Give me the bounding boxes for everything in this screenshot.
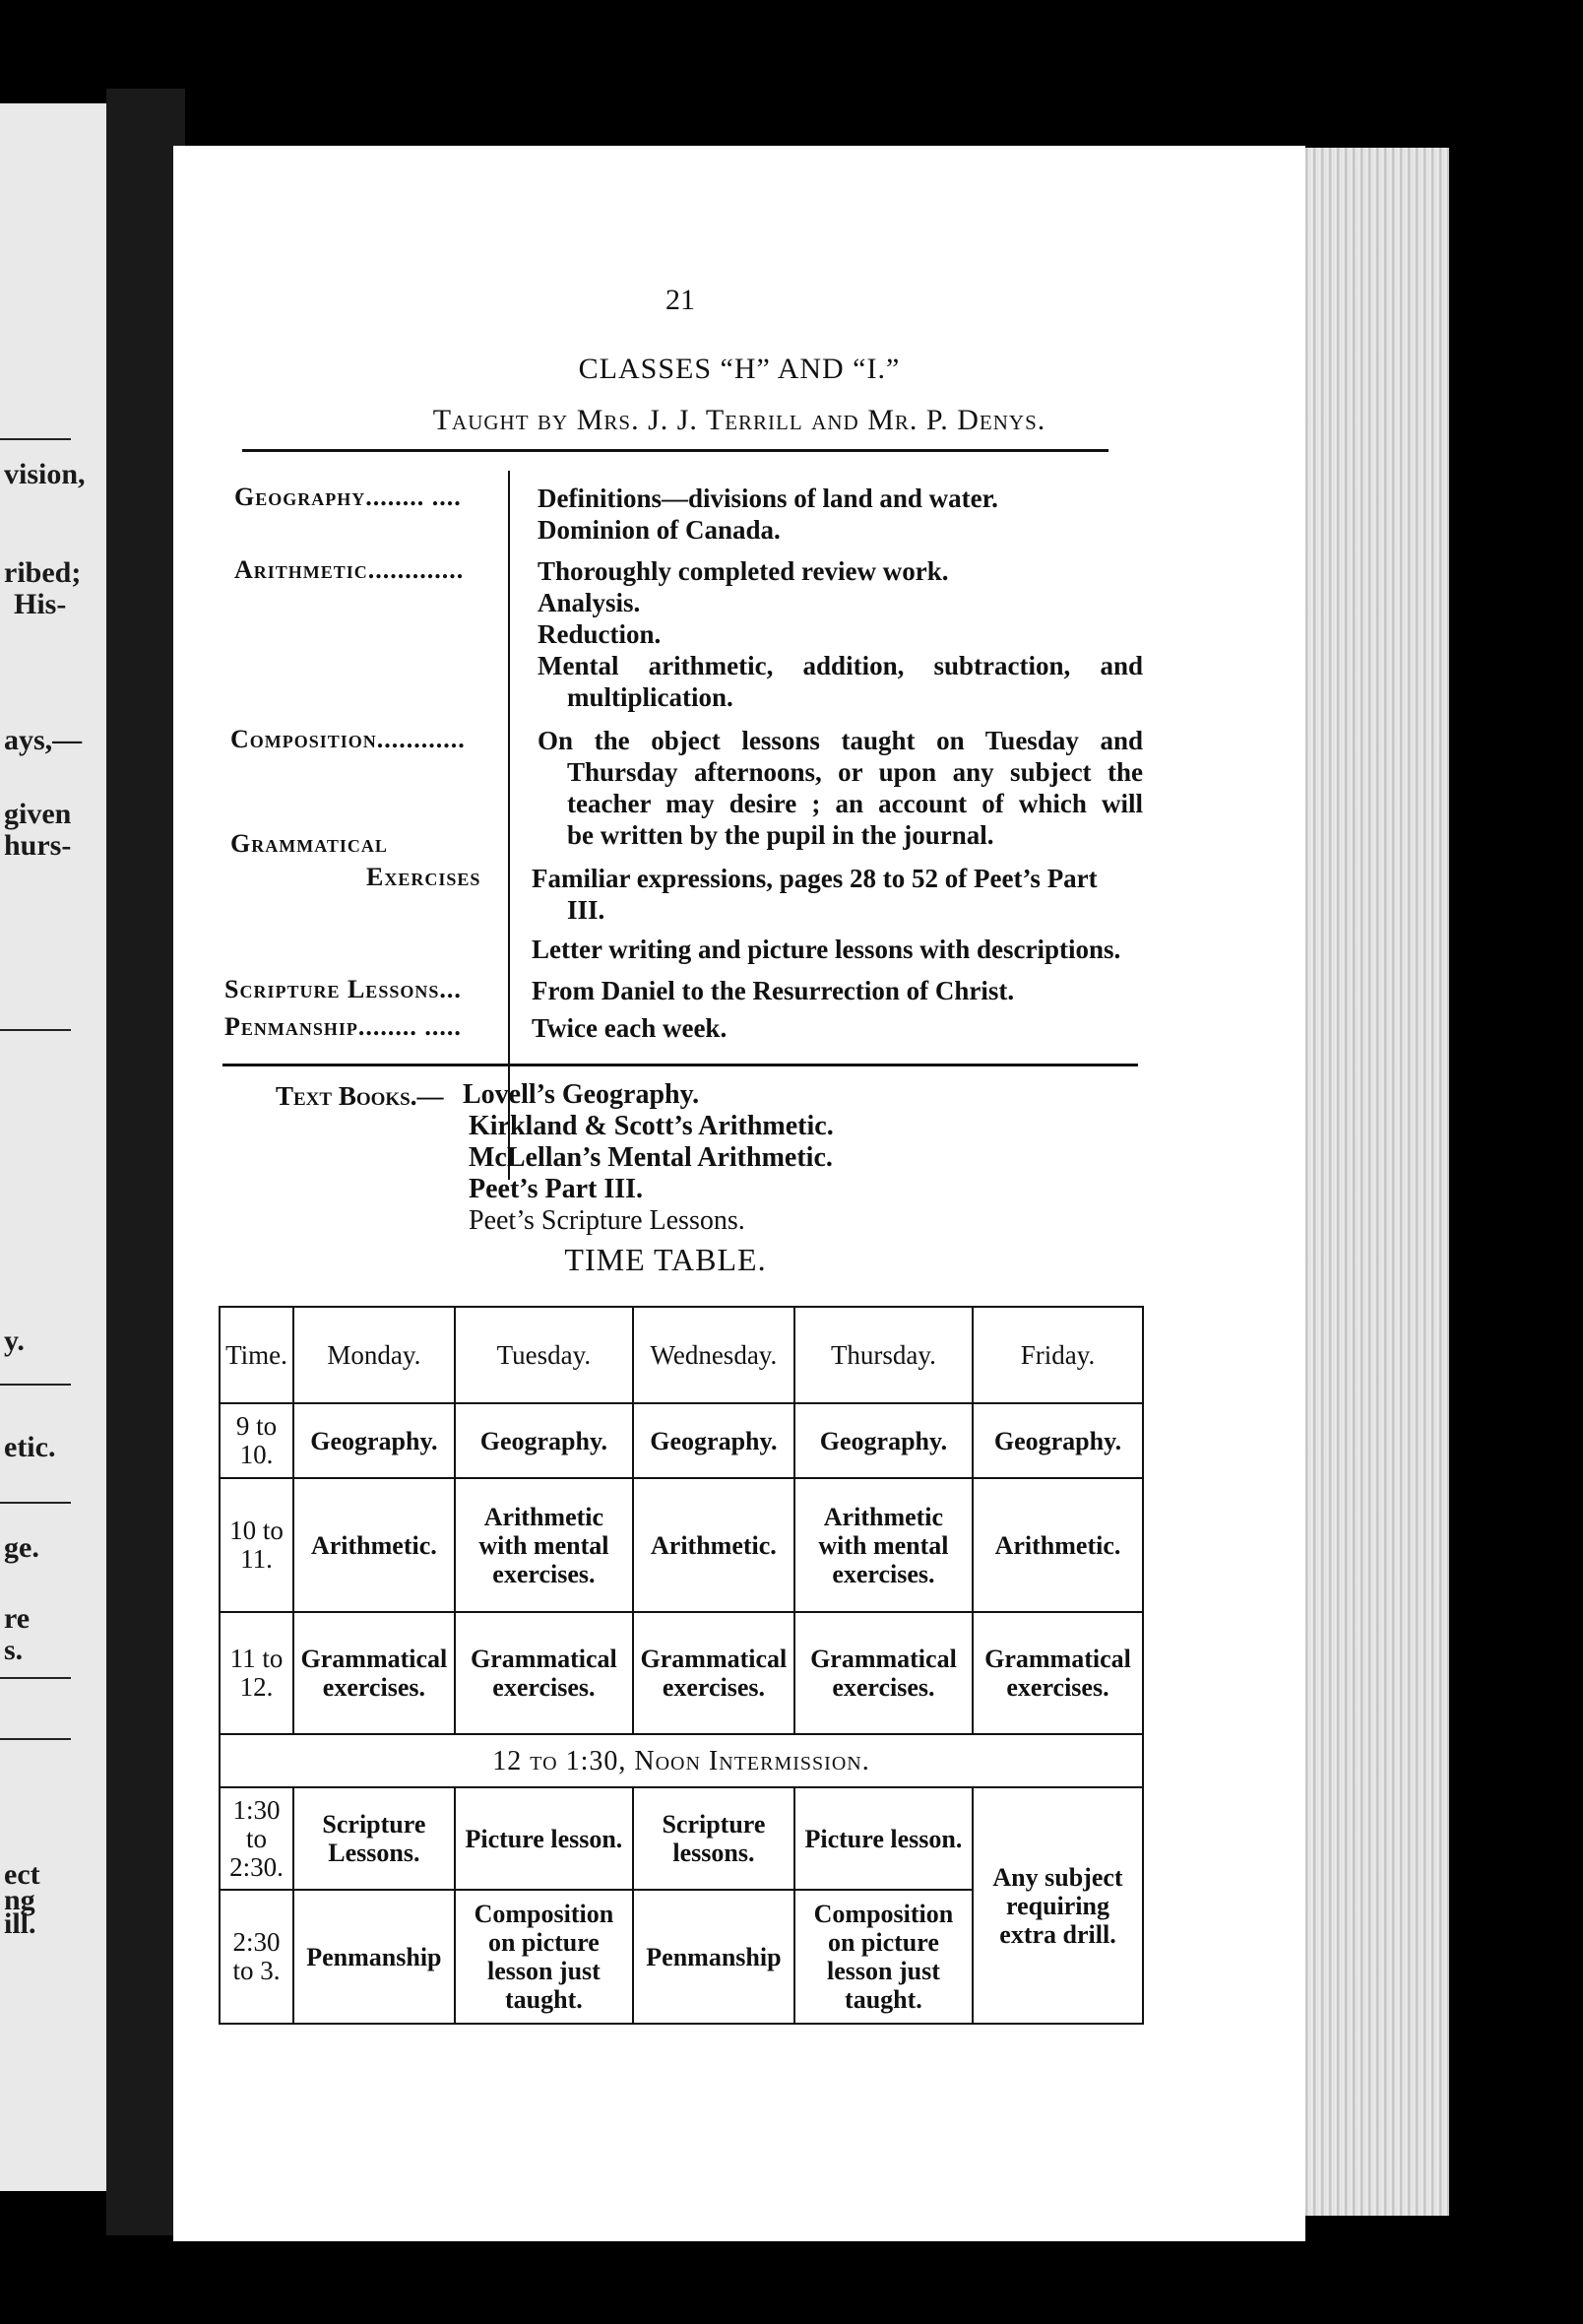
table-cell: Grammatical exercises. bbox=[293, 1612, 455, 1734]
text-book: Peet’s Part III. bbox=[469, 1174, 644, 1204]
curriculum-rule bbox=[222, 1064, 1138, 1066]
header-rule bbox=[242, 449, 1108, 452]
composition-desc-3: teacher may desire ; an account of which will bbox=[567, 789, 1143, 818]
table-cell: Composition on picture lesson just taught. bbox=[794, 1890, 973, 2024]
facing-text-fragment: ng bbox=[4, 1884, 35, 1916]
page-number: 21 bbox=[665, 284, 695, 316]
subject-geography: Geography........ .... bbox=[234, 483, 462, 511]
subject-exercises: Exercises bbox=[366, 863, 481, 891]
time-cell: 10 to 11. bbox=[220, 1478, 293, 1612]
subject-scripture: Scripture Lessons... bbox=[224, 975, 462, 1003]
time-cell: 2:30 to 3. bbox=[220, 1890, 293, 2024]
facing-rule bbox=[0, 1738, 71, 1740]
facing-page bbox=[0, 103, 108, 2191]
table-cell: Grammatical exercises. bbox=[633, 1612, 794, 1734]
facing-text-fragment: ge. bbox=[4, 1531, 39, 1564]
noon-intermission-row bbox=[220, 1734, 1143, 1787]
time-table-header-row bbox=[220, 1307, 1143, 1403]
penmanship-desc: Twice each week. bbox=[532, 1013, 728, 1043]
page-edges bbox=[1299, 148, 1449, 2216]
text-books-label: Text Books.— bbox=[276, 1081, 444, 1111]
facing-rule bbox=[0, 1677, 71, 1679]
table-cell: Geography. bbox=[633, 1403, 794, 1478]
table-row bbox=[220, 1478, 1143, 1612]
geography-desc-2: Dominion of Canada. bbox=[538, 515, 781, 545]
table-cell: Penmanship bbox=[633, 1890, 794, 2024]
header-tuesday: Tuesday. bbox=[455, 1307, 633, 1403]
facing-rule bbox=[0, 1384, 71, 1386]
subject-arithmetic: Arithmetic............. bbox=[234, 555, 465, 584]
friday-afternoon-cell: Any subject requiring extra drill. bbox=[973, 1787, 1143, 2024]
subject-penmanship: Penmanship........ ..... bbox=[224, 1012, 462, 1041]
table-cell: Grammatical exercises. bbox=[794, 1612, 973, 1734]
time-cell: 11 to 12. bbox=[220, 1612, 293, 1734]
facing-text-fragment: y. bbox=[4, 1324, 25, 1357]
scripture-desc: From Daniel to the Resurrection of Christ. bbox=[532, 976, 1015, 1005]
composition-desc-1: On the object lessons taught on Tuesday and bbox=[538, 726, 1143, 755]
table-cell: Grammatical exercises. bbox=[455, 1612, 633, 1734]
table-row bbox=[220, 1403, 1143, 1478]
facing-text-fragment: ays,— bbox=[4, 724, 83, 756]
page-subtitle: Taught by Mrs. J. J. Terrill and Mr. P. Denys. bbox=[432, 404, 1046, 436]
table-cell: Picture lesson. bbox=[794, 1787, 973, 1890]
table-cell: Scripture Lessons. bbox=[293, 1787, 455, 1890]
table-cell: Arithmetic. bbox=[633, 1478, 794, 1612]
table-cell: Arithmetic with mental exercises. bbox=[455, 1478, 633, 1612]
time-cell: 9 to 10. bbox=[220, 1403, 293, 1478]
header-friday: Friday. bbox=[973, 1307, 1143, 1403]
table-row bbox=[220, 1612, 1143, 1734]
header-wednesday: Wednesday. bbox=[633, 1307, 794, 1403]
subject-grammatical: Grammatical bbox=[230, 829, 388, 858]
table-row bbox=[220, 1787, 1143, 1890]
facing-text-fragment: given bbox=[4, 798, 72, 830]
table-cell: Penmanship bbox=[293, 1890, 455, 2024]
page-title: CLASSES “H” AND “I.” bbox=[578, 353, 901, 385]
header-monday: Monday. bbox=[293, 1307, 455, 1403]
table-cell: Arithmetic. bbox=[973, 1478, 1143, 1612]
table-cell: Arithmetic. bbox=[293, 1478, 455, 1612]
facing-rule bbox=[0, 1029, 71, 1031]
facing-text-fragment: s. bbox=[4, 1634, 24, 1666]
time-cell: 1:30 to 2:30. bbox=[220, 1787, 293, 1890]
grammar-desc-3: Letter writing and picture lessons with descriptions. bbox=[532, 935, 1121, 964]
curriculum-divider bbox=[508, 471, 510, 1180]
table-cell: Geography. bbox=[973, 1403, 1143, 1478]
facing-text-fragment: ill. bbox=[4, 1907, 36, 1940]
grammar-desc-2: III. bbox=[567, 895, 605, 925]
table-cell: Grammatical exercises. bbox=[973, 1612, 1143, 1734]
facing-text-fragment: His- bbox=[14, 588, 67, 620]
header-thursday: Thursday. bbox=[794, 1307, 973, 1403]
noon-intermission: 12 to 1:30, Noon Intermission. bbox=[220, 1734, 1143, 1787]
facing-text-fragment: hurs- bbox=[4, 829, 72, 862]
facing-text-fragment: vision, bbox=[4, 458, 86, 490]
arithmetic-desc-1: Thoroughly completed review work. bbox=[538, 556, 949, 586]
geography-desc-1: Definitions—divisions of land and water. bbox=[538, 484, 998, 513]
table-cell: Geography. bbox=[455, 1403, 633, 1478]
table-cell: Geography. bbox=[794, 1403, 973, 1478]
text-book: Peet’s Scripture Lessons. bbox=[469, 1205, 745, 1236]
arithmetic-desc-4: Mental arithmetic, addition, subtraction, and bbox=[538, 651, 1143, 680]
arithmetic-desc-3: Reduction. bbox=[538, 619, 662, 649]
text-book: Kirkland & Scott’s Arithmetic. bbox=[469, 1111, 834, 1141]
book-page bbox=[173, 146, 1305, 2241]
table-cell: Composition on picture lesson just taught. bbox=[455, 1890, 633, 2024]
facing-text-fragment: etic. bbox=[4, 1431, 56, 1463]
facing-text-fragment: ribed; bbox=[4, 556, 82, 589]
arithmetic-desc-2: Analysis. bbox=[538, 588, 641, 617]
subject-composition: Composition............ bbox=[230, 725, 466, 753]
time-table-title: TIME TABLE. bbox=[564, 1242, 767, 1277]
facing-text-fragment: ect bbox=[4, 1858, 40, 1891]
composition-desc-4: be written by the pupil in the journal. bbox=[567, 820, 994, 850]
text-book: McLellan’s Mental Arithmetic. bbox=[469, 1142, 833, 1173]
header-time: Time. bbox=[220, 1307, 293, 1403]
time-table bbox=[219, 1306, 1144, 2025]
facing-rule bbox=[0, 1502, 71, 1504]
facing-text-fragment: re bbox=[4, 1602, 31, 1635]
table-cell: Geography. bbox=[293, 1403, 455, 1478]
text-book: Lovell’s Geography. bbox=[463, 1079, 700, 1110]
table-cell: Arithmetic with mental exercises. bbox=[794, 1478, 973, 1612]
table-cell: Picture lesson. bbox=[455, 1787, 633, 1890]
grammar-desc-1: Familiar expressions, pages 28 to 52 of Peet’s Part bbox=[532, 864, 1098, 893]
table-cell: Scripture lessons. bbox=[633, 1787, 794, 1890]
facing-rule bbox=[0, 438, 71, 440]
arithmetic-desc-5: multiplication. bbox=[567, 682, 733, 712]
composition-desc-2: Thursday afternoons, or upon any subject the bbox=[567, 757, 1143, 787]
